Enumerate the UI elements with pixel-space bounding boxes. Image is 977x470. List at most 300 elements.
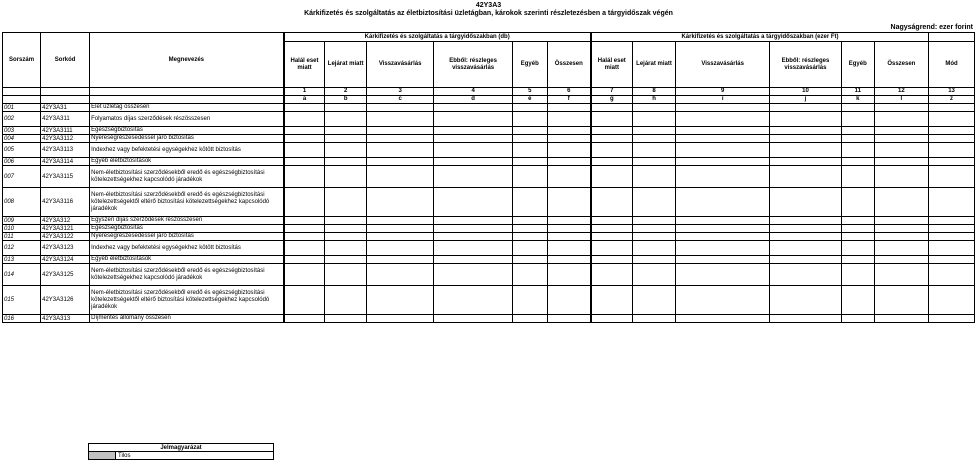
data-cell[interactable] xyxy=(676,127,770,135)
header-ft-col-1: Halál eset miatt xyxy=(591,42,632,88)
row-sorszam: 002 xyxy=(3,112,41,127)
row-sorkod: 42Y3A3115 xyxy=(41,166,90,188)
data-cell[interactable] xyxy=(434,112,512,127)
data-cell[interactable] xyxy=(676,315,770,323)
data-cell[interactable] xyxy=(434,188,512,217)
data-cell[interactable] xyxy=(874,127,929,135)
row-sorkod: 42Y3A3112 xyxy=(41,135,90,143)
row-sorszam: 008 xyxy=(3,188,41,217)
column-letter-1: a xyxy=(284,96,325,104)
row-sorszam: 006 xyxy=(3,158,41,166)
data-cell[interactable] xyxy=(325,104,366,112)
data-cell[interactable] xyxy=(547,315,591,323)
data-cell[interactable] xyxy=(547,188,591,217)
data-cell[interactable] xyxy=(434,127,512,135)
data-cell[interactable] xyxy=(284,264,325,286)
data-cell[interactable] xyxy=(591,112,632,127)
data-cell[interactable] xyxy=(929,104,975,112)
data-cell[interactable] xyxy=(591,158,632,166)
data-cell[interactable] xyxy=(770,233,842,241)
data-cell[interactable] xyxy=(547,286,591,315)
row-megnevezes: Indexhez vagy befektetési egységekhez kötött biztosítás xyxy=(90,241,284,256)
data-cell[interactable] xyxy=(632,225,676,233)
data-cell[interactable] xyxy=(284,166,325,188)
data-cell[interactable] xyxy=(632,112,676,127)
column-letter-6: f xyxy=(547,96,591,104)
data-cell[interactable] xyxy=(434,286,512,315)
data-cell[interactable] xyxy=(325,135,366,143)
data-cell[interactable] xyxy=(434,264,512,286)
data-cell[interactable] xyxy=(632,143,676,158)
data-cell[interactable] xyxy=(547,112,591,127)
row-megnevezes: Díjmentes állomány összesen xyxy=(90,315,284,323)
data-cell[interactable] xyxy=(874,264,929,286)
row-sorszam: 004 xyxy=(3,135,41,143)
data-cell[interactable] xyxy=(929,158,975,166)
data-cell[interactable] xyxy=(841,104,874,112)
header-ft-col-3: Visszavásárlás xyxy=(676,42,770,88)
data-cell[interactable] xyxy=(841,127,874,135)
data-cell[interactable] xyxy=(770,112,842,127)
data-cell[interactable] xyxy=(512,158,547,166)
data-cell[interactable] xyxy=(676,225,770,233)
data-cell[interactable] xyxy=(512,112,547,127)
data-cell[interactable] xyxy=(770,158,842,166)
data-cell[interactable] xyxy=(434,233,512,241)
table-row xyxy=(3,127,975,135)
data-cell[interactable] xyxy=(325,315,366,323)
data-cell[interactable] xyxy=(547,225,591,233)
data-cell[interactable] xyxy=(284,233,325,241)
data-cell[interactable] xyxy=(366,241,434,256)
data-cell[interactable] xyxy=(632,166,676,188)
data-cell[interactable] xyxy=(591,286,632,315)
data-cell[interactable] xyxy=(841,225,874,233)
row-megnevezes: Nem-életbiztosítási szerződésekből eredő és egészségbiztosítási kötelezettségekhez kapcsolódó járadékok xyxy=(90,264,284,286)
data-cell[interactable] xyxy=(512,135,547,143)
column-number-6: 6 xyxy=(547,88,591,96)
data-cell[interactable] xyxy=(366,143,434,158)
data-cell[interactable] xyxy=(841,241,874,256)
data-cell[interactable] xyxy=(434,225,512,233)
data-cell[interactable] xyxy=(325,256,366,264)
column-letter-3: c xyxy=(366,96,434,104)
data-cell[interactable] xyxy=(512,241,547,256)
data-cell[interactable] xyxy=(770,241,842,256)
data-cell[interactable] xyxy=(512,143,547,158)
header-spacer xyxy=(3,88,41,96)
data-cell[interactable] xyxy=(325,217,366,225)
data-cell[interactable] xyxy=(929,188,975,217)
data-cell[interactable] xyxy=(676,217,770,225)
row-sorszam: 015 xyxy=(3,286,41,315)
data-cell[interactable] xyxy=(770,104,842,112)
form-code: 42Y3A3 xyxy=(475,2,502,9)
row-sorkod: 42Y3A3111 xyxy=(41,127,90,135)
header-db-col-2: Lejárat miatt xyxy=(325,42,366,88)
data-cell[interactable] xyxy=(284,112,325,127)
header-mod-top xyxy=(929,33,975,42)
data-cell[interactable] xyxy=(284,188,325,217)
table-row xyxy=(3,256,975,264)
data-cell[interactable] xyxy=(547,143,591,158)
row-sorkod: 42Y3A3124 xyxy=(41,256,90,264)
data-cell[interactable] xyxy=(325,233,366,241)
data-cell[interactable] xyxy=(770,286,842,315)
data-cell[interactable] xyxy=(874,225,929,233)
row-sorszam: 012 xyxy=(3,241,41,256)
row-sorkod: 42Y3A3122 xyxy=(41,233,90,241)
header-spacer xyxy=(3,96,41,104)
data-cell[interactable] xyxy=(676,112,770,127)
column-letter-4: d xyxy=(434,96,512,104)
row-sorszam: 003 xyxy=(3,127,41,135)
column-number-1: 1 xyxy=(284,88,325,96)
data-cell[interactable] xyxy=(929,241,975,256)
data-cell[interactable] xyxy=(547,264,591,286)
row-megnevezes: Élet üzletág összesen xyxy=(90,104,284,112)
data-cell[interactable] xyxy=(874,286,929,315)
row-sorszam: 001 xyxy=(3,104,41,112)
data-cell[interactable] xyxy=(591,166,632,188)
data-cell[interactable] xyxy=(874,143,929,158)
data-cell[interactable] xyxy=(547,135,591,143)
data-cell[interactable] xyxy=(874,233,929,241)
data-cell[interactable] xyxy=(676,166,770,188)
data-cell[interactable] xyxy=(632,241,676,256)
data-cell[interactable] xyxy=(325,225,366,233)
data-cell[interactable] xyxy=(512,315,547,323)
header-megnevezes: Megnevezés xyxy=(90,33,284,88)
data-cell[interactable] xyxy=(770,264,842,286)
data-cell[interactable] xyxy=(929,256,975,264)
data-cell[interactable] xyxy=(284,241,325,256)
header-ft-col-2: Lejárat miatt xyxy=(632,42,676,88)
data-cell[interactable] xyxy=(632,286,676,315)
data-cell[interactable] xyxy=(512,264,547,286)
data-cell[interactable] xyxy=(434,143,512,158)
data-cell[interactable] xyxy=(591,127,632,135)
data-cell[interactable] xyxy=(434,217,512,225)
data-cell[interactable] xyxy=(284,143,325,158)
row-megnevezes: Nem-életbiztosítási szerződésekből eredő és egészségbiztosítási kötelezettségektől eltérő biztosítási kötelezettségekhez kapcsolódó járadékok xyxy=(90,286,284,315)
data-cell[interactable] xyxy=(547,127,591,135)
page-title: Kárkifizetés és szolgáltatás az életbiztosítási üzletágban, károkok szerinti részletezésben a tárgyidőszak végén xyxy=(304,10,673,17)
unit-note: Nagyságrend: ezer forint xyxy=(890,24,973,31)
data-cell[interactable] xyxy=(325,188,366,217)
data-cell[interactable] xyxy=(366,135,434,143)
row-sorkod: 42Y3A3121 xyxy=(41,225,90,233)
header-spacer xyxy=(41,96,90,104)
data-cell[interactable] xyxy=(770,188,842,217)
header-ft-col-6: Összesen xyxy=(874,42,929,88)
data-cell[interactable] xyxy=(366,264,434,286)
data-cell[interactable] xyxy=(929,166,975,188)
data-cell[interactable] xyxy=(591,315,632,323)
data-cell[interactable] xyxy=(284,158,325,166)
data-table xyxy=(2,32,975,323)
row-megnevezes: Egyszeri díjas szerződések részösszesen xyxy=(90,217,284,225)
data-cell[interactable] xyxy=(632,264,676,286)
data-cell[interactable] xyxy=(632,158,676,166)
data-cell[interactable] xyxy=(929,135,975,143)
column-letter-8: h xyxy=(632,96,676,104)
data-cell[interactable] xyxy=(366,233,434,241)
data-cell[interactable] xyxy=(929,127,975,135)
data-cell[interactable] xyxy=(434,104,512,112)
data-cell[interactable] xyxy=(284,315,325,323)
data-cell[interactable] xyxy=(874,315,929,323)
row-sorkod: 42Y3A3113 xyxy=(41,143,90,158)
data-cell[interactable] xyxy=(841,233,874,241)
data-cell[interactable] xyxy=(434,256,512,264)
data-cell[interactable] xyxy=(591,217,632,225)
data-cell[interactable] xyxy=(591,143,632,158)
data-cell[interactable] xyxy=(512,225,547,233)
data-cell[interactable] xyxy=(366,315,434,323)
row-sorkod: 42Y3A3114 xyxy=(41,158,90,166)
table-row xyxy=(3,225,975,233)
data-cell[interactable] xyxy=(676,188,770,217)
data-cell[interactable] xyxy=(874,158,929,166)
data-cell[interactable] xyxy=(512,166,547,188)
data-cell[interactable] xyxy=(547,217,591,225)
data-cell[interactable] xyxy=(325,264,366,286)
data-cell[interactable] xyxy=(676,286,770,315)
legend-item: Tilos xyxy=(116,452,274,460)
table-row xyxy=(3,188,975,217)
table-row xyxy=(3,217,975,225)
data-cell[interactable] xyxy=(770,127,842,135)
data-cell[interactable] xyxy=(929,264,975,286)
column-number-8: 8 xyxy=(632,88,676,96)
header-db-col-1: Halál eset miatt xyxy=(284,42,325,88)
header-group-db: Kárkifizetés és szolgáltatás a tárgyidőszakban (db) xyxy=(284,33,591,42)
data-cell[interactable] xyxy=(929,112,975,127)
data-cell[interactable] xyxy=(284,104,325,112)
data-cell[interactable] xyxy=(632,104,676,112)
data-cell[interactable] xyxy=(676,233,770,241)
data-cell[interactable] xyxy=(547,166,591,188)
data-cell[interactable] xyxy=(284,256,325,264)
data-cell[interactable] xyxy=(512,286,547,315)
data-cell[interactable] xyxy=(434,315,512,323)
table-row xyxy=(3,104,975,112)
data-cell[interactable] xyxy=(676,158,770,166)
data-cell[interactable] xyxy=(547,256,591,264)
data-cell[interactable] xyxy=(841,217,874,225)
data-cell[interactable] xyxy=(591,225,632,233)
data-cell[interactable] xyxy=(841,166,874,188)
header-spacer xyxy=(41,88,90,96)
data-cell[interactable] xyxy=(547,104,591,112)
data-cell[interactable] xyxy=(434,166,512,188)
data-cell[interactable] xyxy=(591,188,632,217)
data-cell[interactable] xyxy=(434,135,512,143)
data-cell[interactable] xyxy=(841,264,874,286)
header-db-col-4: Ebből: részleges visszavásárlás xyxy=(434,42,512,88)
data-cell[interactable] xyxy=(874,241,929,256)
data-cell[interactable] xyxy=(366,127,434,135)
data-cell[interactable] xyxy=(512,188,547,217)
table-row xyxy=(3,241,975,256)
data-cell[interactable] xyxy=(929,217,975,225)
data-cell[interactable] xyxy=(874,188,929,217)
data-cell[interactable] xyxy=(770,225,842,233)
legend-swatch xyxy=(89,452,116,460)
column-number-9: 9 xyxy=(676,88,770,96)
data-cell[interactable] xyxy=(591,135,632,143)
data-cell[interactable] xyxy=(874,104,929,112)
data-cell[interactable] xyxy=(874,217,929,225)
header-spacer xyxy=(90,96,284,104)
data-cell[interactable] xyxy=(434,158,512,166)
data-cell[interactable] xyxy=(676,256,770,264)
data-cell[interactable] xyxy=(366,225,434,233)
data-cell[interactable] xyxy=(676,135,770,143)
data-cell[interactable] xyxy=(676,241,770,256)
row-megnevezes: Indexhez vagy befektetési egységekhez kötött biztosítás xyxy=(90,143,284,158)
data-cell[interactable] xyxy=(591,104,632,112)
data-cell[interactable] xyxy=(874,166,929,188)
data-cell[interactable] xyxy=(874,112,929,127)
data-cell[interactable] xyxy=(512,233,547,241)
data-cell[interactable] xyxy=(591,233,632,241)
row-sorkod: 42Y3A312 xyxy=(41,217,90,225)
row-megnevezes: Egészségbiztosítás xyxy=(90,225,284,233)
row-megnevezes: Egyéb életbiztosítások xyxy=(90,256,284,264)
data-cell[interactable] xyxy=(366,256,434,264)
row-sorkod: 42Y3A311 xyxy=(41,112,90,127)
column-letter-11: k xyxy=(841,96,874,104)
column-number-11: 11 xyxy=(841,88,874,96)
data-cell[interactable] xyxy=(841,143,874,158)
data-cell[interactable] xyxy=(325,158,366,166)
data-cell[interactable] xyxy=(325,241,366,256)
data-cell[interactable] xyxy=(676,143,770,158)
row-sorszam: 013 xyxy=(3,256,41,264)
data-cell[interactable] xyxy=(366,217,434,225)
data-cell[interactable] xyxy=(929,225,975,233)
data-cell[interactable] xyxy=(632,188,676,217)
data-cell[interactable] xyxy=(284,286,325,315)
data-cell[interactable] xyxy=(929,315,975,323)
data-cell[interactable] xyxy=(434,241,512,256)
data-cell[interactable] xyxy=(366,166,434,188)
data-cell[interactable] xyxy=(547,233,591,241)
data-cell[interactable] xyxy=(632,127,676,135)
header-mod: Mód xyxy=(929,42,975,88)
data-cell[interactable] xyxy=(841,112,874,127)
data-cell[interactable] xyxy=(325,127,366,135)
column-number-7: 7 xyxy=(591,88,632,96)
table-row xyxy=(3,112,975,127)
data-cell[interactable] xyxy=(325,286,366,315)
data-cell[interactable] xyxy=(547,241,591,256)
data-cell[interactable] xyxy=(632,233,676,241)
data-cell[interactable] xyxy=(770,143,842,158)
data-cell[interactable] xyxy=(591,264,632,286)
data-cell[interactable] xyxy=(874,135,929,143)
column-letter-10: j xyxy=(770,96,842,104)
data-cell[interactable] xyxy=(770,217,842,225)
data-cell[interactable] xyxy=(841,256,874,264)
data-cell[interactable] xyxy=(770,135,842,143)
data-cell[interactable] xyxy=(929,143,975,158)
data-cell[interactable] xyxy=(325,166,366,188)
column-number-12: 12 xyxy=(874,88,929,96)
data-cell[interactable] xyxy=(512,104,547,112)
column-number-3: 3 xyxy=(366,88,434,96)
data-cell[interactable] xyxy=(366,158,434,166)
data-cell[interactable] xyxy=(325,143,366,158)
row-sorkod: 42Y3A31 xyxy=(41,104,90,112)
data-cell[interactable] xyxy=(770,256,842,264)
row-sorkod: 42Y3A3123 xyxy=(41,241,90,256)
row-sorkod: 42Y3A3125 xyxy=(41,264,90,286)
data-cell[interactable] xyxy=(591,241,632,256)
data-cell[interactable] xyxy=(284,217,325,225)
row-megnevezes: Nem-életbiztosítási szerződésekből eredő és egészségbiztosítási kötelezettségektől eltérő biztosítási kötelezettségekhez kapcsolódó járadékok xyxy=(90,188,284,217)
header-db-col-5: Egyéb xyxy=(512,42,547,88)
column-number-13: 13 xyxy=(929,88,975,96)
row-sorszam: 010 xyxy=(3,225,41,233)
data-cell[interactable] xyxy=(676,264,770,286)
data-cell[interactable] xyxy=(591,256,632,264)
data-cell[interactable] xyxy=(512,127,547,135)
table-row xyxy=(3,166,975,188)
data-cell[interactable] xyxy=(284,225,325,233)
data-cell[interactable] xyxy=(770,166,842,188)
data-cell[interactable] xyxy=(284,127,325,135)
table-row xyxy=(3,286,975,315)
data-cell[interactable] xyxy=(632,217,676,225)
data-cell[interactable] xyxy=(929,233,975,241)
data-cell[interactable] xyxy=(841,188,874,217)
data-cell[interactable] xyxy=(632,256,676,264)
data-cell[interactable] xyxy=(366,188,434,217)
data-cell[interactable] xyxy=(632,315,676,323)
table-row xyxy=(3,143,975,158)
data-cell[interactable] xyxy=(841,315,874,323)
data-cell[interactable] xyxy=(874,256,929,264)
data-cell[interactable] xyxy=(632,135,676,143)
data-cell[interactable] xyxy=(512,256,547,264)
data-cell[interactable] xyxy=(929,286,975,315)
data-cell[interactable] xyxy=(366,286,434,315)
data-cell[interactable] xyxy=(366,112,434,127)
row-sorkod: 42Y3A3116 xyxy=(41,188,90,217)
data-cell[interactable] xyxy=(676,104,770,112)
header-ft-col-4: Ebből: részleges visszavásárlás xyxy=(770,42,842,88)
data-cell[interactable] xyxy=(841,286,874,315)
row-sorszam: 014 xyxy=(3,264,41,286)
data-cell[interactable] xyxy=(366,104,434,112)
data-cell[interactable] xyxy=(325,112,366,127)
data-cell[interactable] xyxy=(284,135,325,143)
data-cell[interactable] xyxy=(770,315,842,323)
data-cell[interactable] xyxy=(547,158,591,166)
data-cell[interactable] xyxy=(512,217,547,225)
table-row xyxy=(3,264,975,286)
column-letter-5: e xyxy=(512,96,547,104)
row-sorszam: 007 xyxy=(3,166,41,188)
data-cell[interactable] xyxy=(841,135,874,143)
legend-title: Jelmagyarázat xyxy=(89,444,274,452)
table-row xyxy=(3,158,975,166)
data-cell[interactable] xyxy=(841,158,874,166)
column-number-5: 5 xyxy=(512,88,547,96)
